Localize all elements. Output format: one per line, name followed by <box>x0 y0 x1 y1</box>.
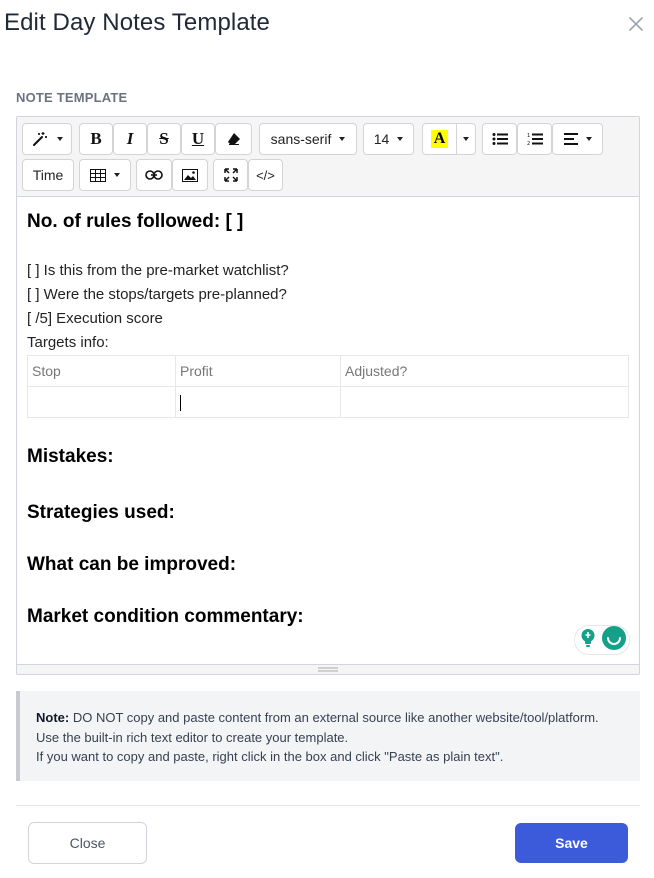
bullet-list-button[interactable] <box>482 123 517 155</box>
check-watchlist: [ ] Is this from the pre-market watchlist? <box>27 262 289 279</box>
table-dropdown[interactable] <box>79 159 131 191</box>
table-header-profit[interactable]: Profit <box>176 356 341 387</box>
close-button[interactable]: Close <box>28 822 147 864</box>
table-cell-active[interactable] <box>176 387 341 418</box>
table-header-row <box>28 356 629 387</box>
note-label: Note: <box>36 710 70 725</box>
fullscreen-icon <box>224 168 238 182</box>
italic-icon: I <box>126 129 134 148</box>
strikethrough-icon: S <box>159 129 169 148</box>
check-stops: [ ] Were the stops/targets pre-planned? <box>27 286 287 303</box>
font-size-dropdown[interactable] <box>363 123 414 155</box>
lightbulb-icon <box>580 628 596 653</box>
strikethrough-button[interactable] <box>147 123 181 155</box>
eraser-button[interactable] <box>215 123 252 155</box>
table-row <box>28 387 629 418</box>
code-view-icon: </> <box>256 167 275 183</box>
table-cell[interactable] <box>341 387 629 418</box>
time-label: Time <box>32 167 64 183</box>
execution-score: [ /5] Execution score <box>27 310 163 327</box>
editor-toolbar <box>17 117 639 197</box>
link-button[interactable] <box>136 159 172 191</box>
footer-divider <box>16 805 640 806</box>
modal-title: Edit Day Notes Template <box>4 9 270 36</box>
bold-button[interactable] <box>79 123 113 155</box>
heading-rules: No. of rules followed: [ ] <box>27 211 244 232</box>
svg-text:1: 1 <box>526 133 530 139</box>
heading-market: Market condition commentary: <box>27 606 304 627</box>
note-text-2: If you want to copy and paste, right click in the box and click "Paste as plain text". <box>36 749 504 764</box>
text-cursor <box>180 395 181 411</box>
font-family-dropdown[interactable] <box>259 123 357 155</box>
underline-icon: U <box>191 129 205 148</box>
bullet-list-icon <box>492 132 508 146</box>
targets-info: Targets info: <box>27 334 109 351</box>
heading-improved: What can be improved: <box>27 554 237 575</box>
svg-text:2: 2 <box>526 141 530 146</box>
magic-wand-button[interactable] <box>22 123 72 155</box>
eraser-icon <box>227 132 241 146</box>
font-size-value: 14 <box>373 131 390 147</box>
table-header-stop[interactable]: Stop <box>28 356 176 387</box>
italic-button[interactable] <box>113 123 147 155</box>
align-dropdown[interactable] <box>552 123 603 155</box>
time-button[interactable] <box>22 159 74 191</box>
table-icon <box>90 169 106 182</box>
table-header-adjusted[interactable]: Adjusted? <box>341 356 629 387</box>
close-icon[interactable] <box>626 14 646 34</box>
targets-table[interactable] <box>27 355 629 418</box>
align-left-icon <box>564 133 578 145</box>
underline-button[interactable] <box>181 123 215 155</box>
numbered-list-icon <box>527 132 543 146</box>
grammar-logo-icon <box>601 625 627 656</box>
text-color-dropdown[interactable] <box>456 123 476 155</box>
note-text-1: DO NOT copy and paste content from an external source like another website/tool/platform. Use the built-in rich text editor to create your template. <box>36 710 599 745</box>
heading-strategies: Strategies used: <box>27 502 175 523</box>
table-cell[interactable] <box>28 387 176 418</box>
text-color-icon: A <box>431 130 449 148</box>
bold-icon: B <box>90 129 102 148</box>
chevron-down-icon <box>463 137 469 141</box>
image-icon <box>182 169 198 182</box>
numbered-list-button[interactable] <box>517 123 552 155</box>
font-family-value: sans-serif <box>270 131 332 147</box>
heading-mistakes: Mistakes: <box>27 446 114 467</box>
editor-resize-handle[interactable] <box>17 664 639 674</box>
rich-text-editor <box>16 116 640 675</box>
save-button[interactable]: Save <box>515 823 628 863</box>
magic-wand-icon <box>31 131 49 147</box>
code-view-button[interactable] <box>248 159 283 191</box>
link-icon <box>145 170 163 180</box>
note-box <box>16 691 640 781</box>
section-label: NOTE TEMPLATE <box>16 90 128 105</box>
text-color-button[interactable] <box>422 123 457 155</box>
image-button[interactable] <box>172 159 208 191</box>
fullscreen-button[interactable] <box>213 159 248 191</box>
grammar-assistant-widget[interactable] <box>574 625 630 655</box>
